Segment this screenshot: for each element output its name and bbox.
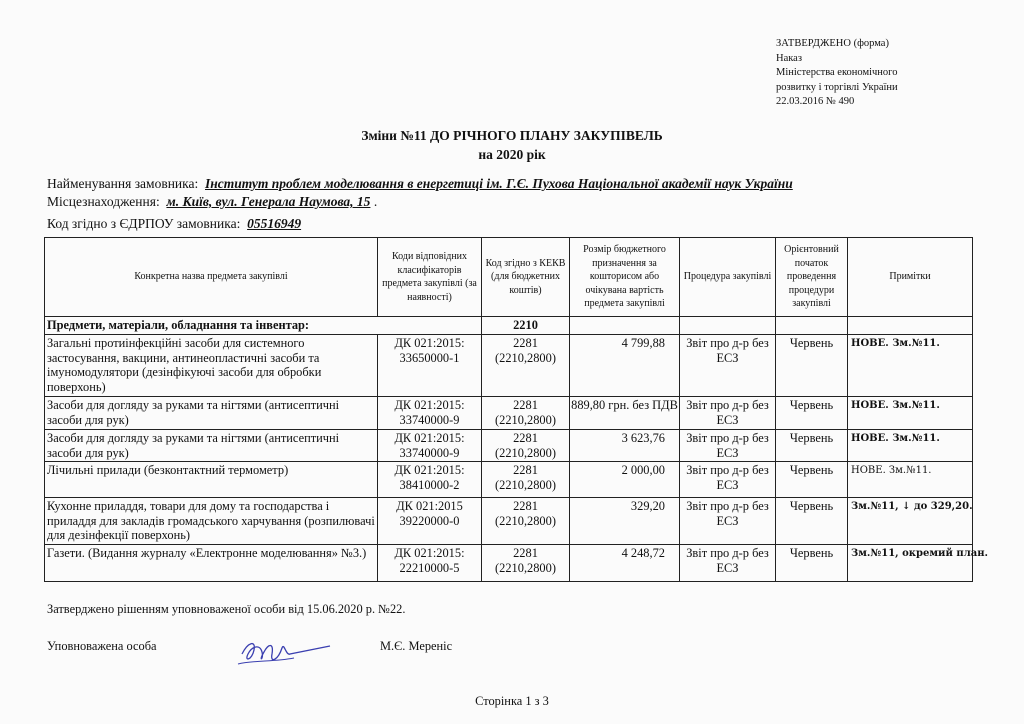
customer-code-line [47,216,301,232]
section-label: Предмети, матеріали, обладнання та інвентар: [45,317,482,335]
item-class-code: ДК 021:2015: 33740000-9 [378,430,482,462]
section-empty-cell [848,317,973,335]
item-start: Червень [776,397,848,430]
item-amount: 329,20 [570,498,680,545]
item-amount: 3 623,76 [570,430,680,462]
header-item-name: Конкретна назва предмета закупівлі [45,238,378,317]
item-note: НОВЕ. Зм.№11. [848,397,973,430]
item-amount: 4 799,88 [570,335,680,397]
table-row [45,335,973,397]
location-label: Місцезнаходження: [47,194,160,209]
table-row [45,430,973,462]
document-title [0,126,1024,164]
item-name: Загальні протиінфекційні засоби для системного застосування, вакцини, антинеопластичні засоби та імуномодулятори (дезінфікуючі засоби для обробки поверхонь) [45,335,378,397]
page-number: Сторінка 1 з 3 [475,694,549,708]
item-start: Червень [776,430,848,462]
authorized-person-name: М.Є. Мереніс [380,639,453,653]
order-line: Наказ [776,52,802,64]
item-kekv: 2281 (2210,2800) [482,498,570,545]
signature-image [234,632,344,672]
item-procedure: Звіт про д-р без ЕСЗ [680,545,776,582]
approved-line: ЗАТВЕРДЖЕНО (форма) [776,38,889,49]
ministry-line: Міністерства економічного [776,67,898,79]
table-row [45,545,973,582]
item-start: Червень [776,335,848,397]
header-start: Орієнтовний початок проведення процедури закупівлі [776,238,848,317]
customer-name-value: Інститут проблем моделювання в енергетиці ім. Г.Є. Пухова Національної академії наук України [205,176,793,191]
section-row [45,317,973,335]
item-note: Зм.№11, окремий план. [848,545,973,582]
section-empty-cell [680,317,776,335]
table-row [45,498,973,545]
approval-decision: Затверджено рішенням уповноваженої особи від 15.06.2020 р. №22. [47,602,406,616]
title-line-1: Зміни №11 ДО РІЧНОГО ПЛАНУ ЗАКУПІВЕЛЬ [361,128,663,143]
item-class-code: ДК 021:2015: 33740000-9 [378,397,482,430]
item-procedure: Звіт про д-р без ЕСЗ [680,498,776,545]
location-end: . [373,194,378,209]
item-note: НОВЕ. Зм.№11. [848,462,973,498]
table-header-row [45,238,973,317]
item-note: НОВЕ. Зм.№11. [848,335,973,397]
header-notes: Примітки [848,238,973,317]
item-class-code: ДК 021:2015: 38410000-2 [378,462,482,498]
item-kekv: 2281 (2210,2800) [482,397,570,430]
item-amount: 889,80 грн. без ПДВ [570,397,680,430]
procurement-table [44,237,989,582]
item-note: НОВЕ. Зм.№11. [848,430,973,462]
item-name: Лічильні прилади (безконтактний термометр) [45,462,378,498]
code-value: 05516949 [247,216,302,231]
item-kekv: 2281 (2210,2800) [482,462,570,498]
customer-location-line [47,194,377,210]
ministry-line-2: розвитку і торгівлі України [776,81,898,93]
section-code: 2210 [482,317,570,335]
header-procedure: Процедура закупівлі [680,238,776,317]
table-row [45,397,973,430]
code-label: Код згідно з ЄДРПОУ замовника: [47,216,241,231]
item-start: Червень [776,462,848,498]
item-name: Засоби для догляду за руками та нігтями (антисептичні засоби для рук) [45,430,378,462]
item-kekv: 2281 (2210,2800) [482,335,570,397]
item-name: Газети. (Видання журналу «Електронне моделювання» №3.) [45,545,378,582]
header-class-codes: Коди відповідних класифікаторів предмета закупівлі (за наявності) [378,238,482,317]
item-class-code: ДК 021:2015 39220000-0 [378,498,482,545]
item-procedure: Звіт про д-р без ЕСЗ [680,397,776,430]
section-empty-cell [570,317,680,335]
item-name: Кухонне приладдя, товари для дому та господарства і приладдя для закладів громадського харчування (розпилювачі для дезінфекції поверхонь) [45,498,378,545]
approval-stamp-block [776,37,898,110]
item-procedure: Звіт про д-р без ЕСЗ [680,430,776,462]
section-empty-cell [776,317,848,335]
order-date-line: 22.03.2016 № 490 [776,96,855,108]
item-kekv: 2281 (2210,2800) [482,430,570,462]
item-name: Засоби для догляду за руками та нігтями (антисептичні засоби для рук) [45,397,378,430]
item-amount: 2 000,00 [570,462,680,498]
customer-name-line [47,176,793,192]
header-kekv: Код згідно з КЕКВ (для бюджетних коштів) [482,238,570,317]
location-value: м. Київ, вул. Генерала Наумова, 15 [166,194,371,209]
customer-name-label: Найменування замовника: [47,176,199,191]
item-amount: 4 248,72 [570,545,680,582]
item-kekv: 2281 (2210,2800) [482,545,570,582]
table-row [45,462,973,498]
item-procedure: Звіт про д-р без ЕСЗ [680,335,776,397]
header-amount: Розмір бюджетного призначення за кошторисом або очікувана вартість предмета закупівлі [570,238,680,317]
item-class-code: ДК 021:2015: 33650000-1 [378,335,482,397]
item-note: Зм.№11, ↓ до 329,20. [848,498,973,545]
title-line-2: на 2020 рік [478,147,546,162]
authorized-person-label: Уповноважена особа [47,639,157,653]
item-start: Червень [776,498,848,545]
item-procedure: Звіт про д-р без ЕСЗ [680,462,776,498]
item-class-code: ДК 021:2015: 22210000-5 [378,545,482,582]
item-start: Червень [776,545,848,582]
